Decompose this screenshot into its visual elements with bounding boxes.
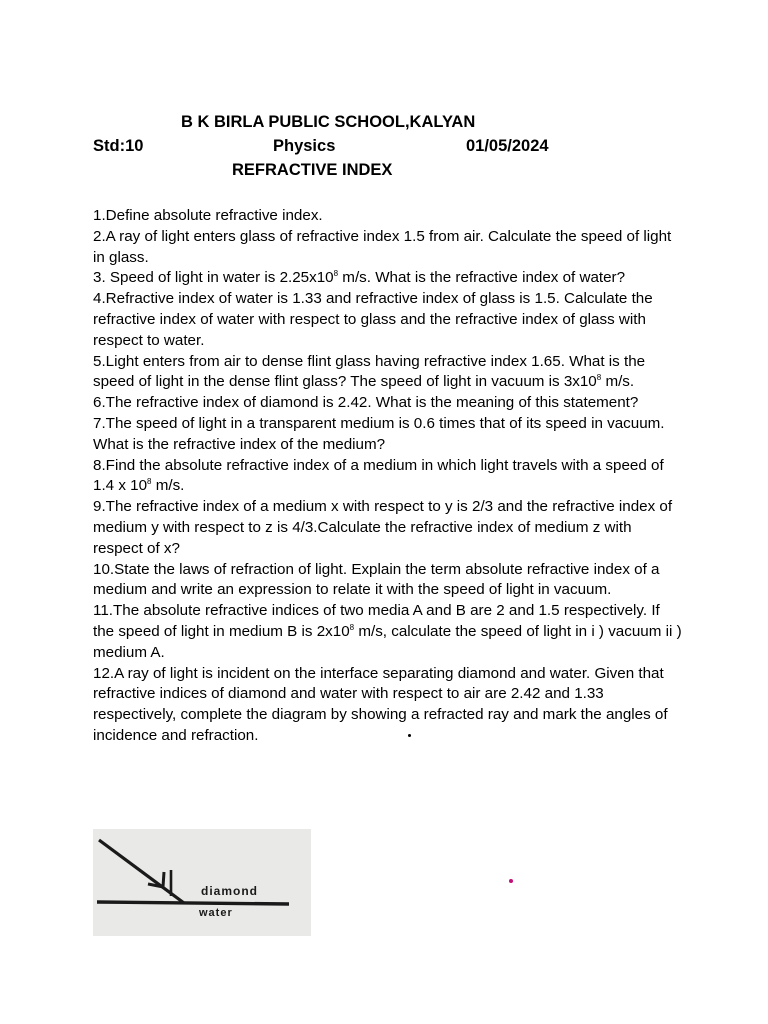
question-2: 2.A ray of light enters glass of refractive index 1.5 from air. Calculate the speed of light in glass.	[93, 227, 672, 266]
question-12: 12.A ray of light is incident on the interface separating diamond and water. Given that refractive indices of diamond and water with respect to air are 2.42 and 1.33 respectively, complete the diagram by showing a refracted ray and mark the angles of incidence and refraction.	[93, 664, 668, 744]
worksheet-title: REFRACTIVE INDEX	[232, 161, 393, 179]
stray-dot-black	[408, 734, 411, 737]
question-11: 11.The absolute refractive indices of two media A and B are 2 and 1.5 respectively. If the speed of light in medium B is $2x10^8$ m/s, calculate the speed of light in i ) vacuum ii ) medium A.	[93, 602, 682, 661]
question-list	[93, 206, 683, 747]
standard-label: Std:10	[93, 137, 144, 155]
refraction-diagram	[93, 829, 311, 936]
question-9: 9.The refractive index of a medium x with respect to y is 2/3 and the refractive index of medium y with respect to z is 4/3.Calculate the refractive index of medium z with respect of x?	[93, 498, 673, 557]
question-7: 7.The speed of light in a transparent medium is 0.6 times that of its speed in vacuum. What is the refractive index of the medium?	[93, 414, 665, 453]
question-8: 8.Find the absolute refractive index of a medium in which light travels with a speed of 1.4 x $10^8$ m/s.	[93, 456, 664, 495]
question-5: 5.Light enters from air to dense flint glass having refractive index 1.65. What is the speed of light in the dense flint glass? The speed of light in vacuum is $3x10^8$ m/s.	[93, 352, 646, 391]
question-10: 10.State the laws of refraction of light. Explain the term absolute refractive index of a medium and write an expression to relate it with the speed of light in vacuum.	[93, 560, 660, 599]
date-label: 01/05/2024	[466, 137, 549, 155]
subject-label: Physics	[273, 137, 336, 155]
photo-background	[93, 829, 311, 936]
question-6: 6.The refractive index of diamond is 2.42. What is the meaning of this statement?	[93, 394, 639, 412]
interface-line	[97, 902, 289, 904]
stray-dot-magenta	[509, 879, 513, 883]
question-1: 1.Define absolute refractive index.	[93, 207, 323, 224]
label-water: water	[199, 907, 233, 919]
question-4: 4.Refractive index of water is 1.33 and refractive index of glass is 1.5. Calculate the refractive index of water with respect to glass and the refractive index of glass with respect to water.	[93, 290, 653, 349]
question-3: 3. Speed of light in water is $2.25x10^8$ m/s. What is the refractive index of water?	[93, 269, 626, 287]
label-diamond: diamond	[201, 884, 258, 898]
school-name: B K BIRLA PUBLIC SCHOOL,KALYAN	[181, 113, 476, 131]
